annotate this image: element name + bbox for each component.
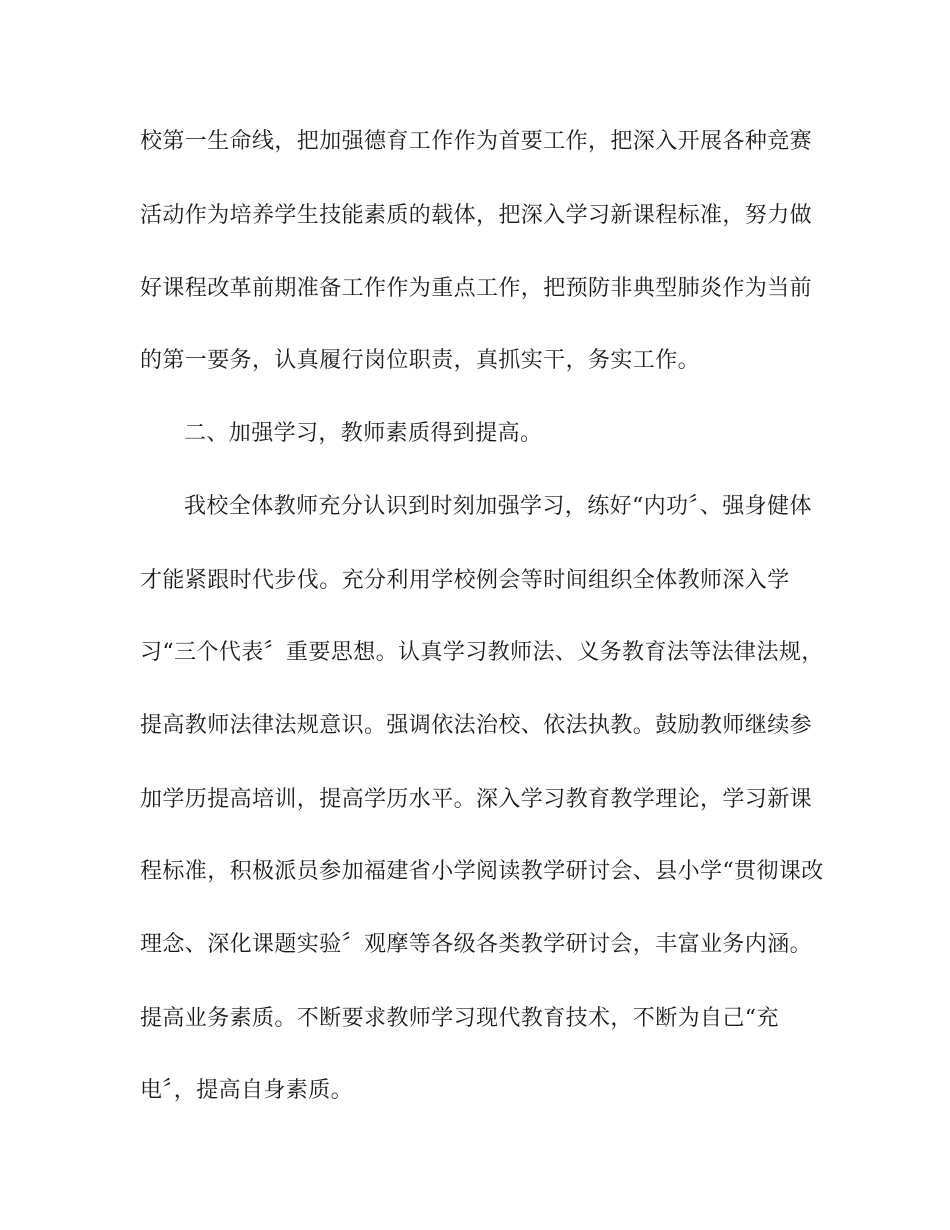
paragraph-line: 提高教师法律法规意识。强调依法治校、依法执教。鼓励教师继续参 <box>140 713 813 738</box>
paragraph-line: 理念、深化课题实验〞观摩等各级各类教学研讨会，丰富业务内涵。 <box>140 932 813 957</box>
paragraph-line: 好课程改革前期准备工作作为重点工作，把预防非典型肺炎作为当前 <box>140 276 813 301</box>
paragraph-line: 提高业务素质。不断要求教师学习现代教育技术，不断为自己“充 <box>140 1006 779 1031</box>
paragraph-line: 习“三个代表〞重要思想。认真学习教师法、义务教育法等法律法规， <box>140 640 824 665</box>
paragraph-line: 的第一要务，认真履行岗位职责，真抓实干，务实工作。 <box>140 348 701 373</box>
paragraph-line: 我校全体教师充分认识到时刻加强学习，练好“内功〞、强身健体 <box>184 494 812 519</box>
section-heading: 二、加强学习，教师素质得到提高。 <box>184 421 543 446</box>
paragraph-line: 校第一生命线，把加强德育工作作为首要工作，把深入开展各种竞赛 <box>140 129 813 154</box>
paragraph-line: 加学历提高培训，提高学历水平。深入学习教育教学理论，学习新课 <box>140 787 813 812</box>
paragraph-line: 才能紧跟时代步伐。充分利用学校例会等时间组织全体教师深入学 <box>140 568 790 593</box>
paragraph-line: 活动作为培养学生技能素质的载体，把深入学习新课程标准，努力做 <box>140 203 813 228</box>
paragraph-line: 程标准，积极派员参加福建省小学阅读教学研讨会、县小学“贯彻课改 <box>140 859 824 884</box>
paragraph-line: 电〞，提高自身素质。 <box>140 1078 354 1103</box>
